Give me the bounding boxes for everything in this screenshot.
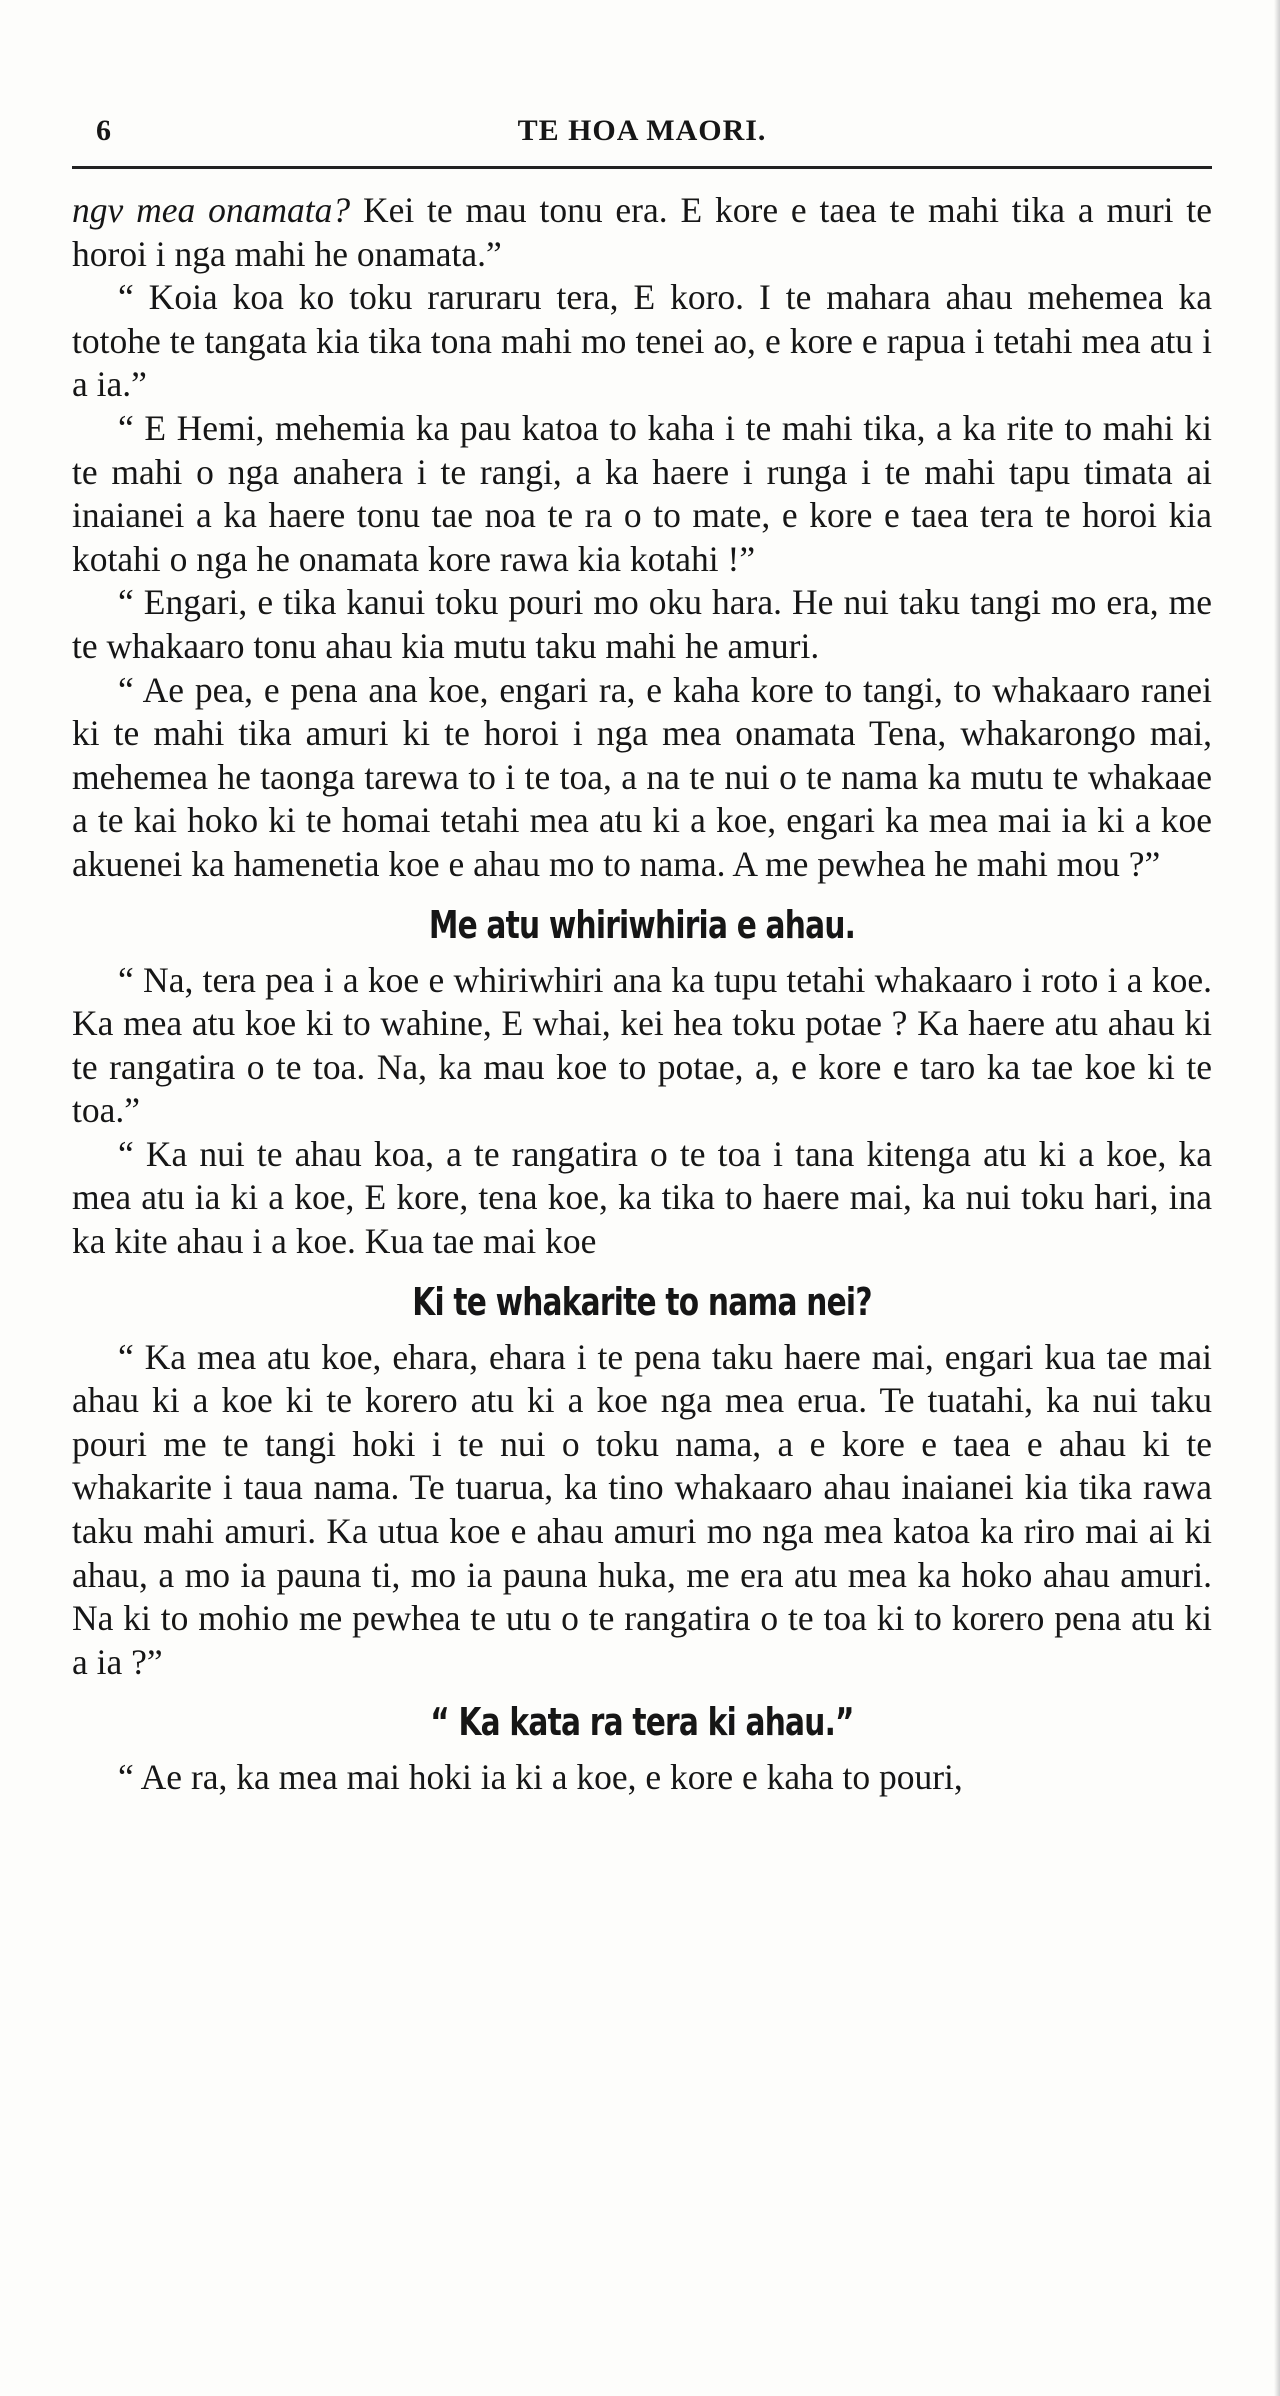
running-head (72, 110, 1212, 154)
paragraph: “ Ka mea atu koe, ehara, ehara i te pena taku haere mai, engari kua tae mai ahau ki a koe ki te korero atu ki a koe nga mea erua. Te tuatahi, ka nui taku pouri me te tangi hoki i te nui o toku nama, a e kore e taea e ahau ki te whakarite i taua nama. Te tuarua, ka tino whakaaro ahau inaianei kia tika rawa taku mahi amuri. Ka utua koe e ahau amuri mo nga mea katoa ka riro mai ai ki ahau, a mo ia pauna ti, mo ia pauna huka, me era atu mea ka hoko ahau amuri. Na ki to mohio me pewhea te utu o te rangatira o te toa ki to korero pena atu ki a ia ?” (72, 1336, 1212, 1682)
paragraph-italic-opening: ngv mea onamata? (72, 190, 351, 230)
header-rule (72, 166, 1212, 169)
paragraph: “ Koia koa ko toku raruraru tera, E koro. I te mahara ahau mehemea ka totohe te tangata kia tika tona mahi mo tenei ao, e kore e rapua i tetahi mea atu i a ia.” (72, 277, 1212, 405)
section-heading: “ Ka kata ra tera ki ahau.” (430, 1700, 854, 1745)
paragraph: “ Ae ra, ka mea mai hoki ia ki a koe, e kore e kaha to pouri, (118, 1757, 963, 1798)
paragraph: “ Ae pea, e pena ana koe, engari ra, e kaha kore to tangi, to whakaaro ranei ki te mahi tika amuri ki te horoi i nga mea onamata Tena, whakarongo mai, mehemea he taonga tarewa to i te toa, a na te nui o te nama ka mutu te whakaae a te kai hoko ki te homai tetahi mea atu ki a koe, engari ka mea mai ia ki a koe akuenei ka hamenetia koe e ahau mo to nama. A me pewhea he mahi mou ?” (72, 669, 1212, 884)
document-page (72, 110, 1212, 1800)
paragraph: “ Engari, e tika kanui toku pouri mo oku hara. He nui taku tangi mo era, me te whakaaro tonu ahau kia mutu taku mahi he amuri. (72, 582, 1212, 666)
paragraph (72, 189, 1212, 276)
paragraph: “ Ka nui te ahau koa, a te rangatira o te toa i tana kitenga atu ki a koe, ka mea atu ia ki a koe, E kore, tena koe, ka tika to haere mai, ka nui toku hari, ina ka kite ahau i a koe. Kua tae mai koe (72, 1133, 1212, 1262)
section-heading: Ki te whakarite to nama nei? (412, 1279, 872, 1324)
paragraph: “ Na, tera pea i a koe e whiriwhiri ana ka tupu tetahi whakaaro i roto i a koe. Ka mea atu koe ki to wahine, E whai, kei hea toku potae ? Ka haere atu ahau ki te rangatira o te toa. Na, ka mau koe to potae, a, e kore e taro ka tae koe ki te toa.” (72, 959, 1212, 1131)
journal-title: TE HOA MAORI. (517, 114, 767, 147)
page-number: 6 (96, 114, 112, 147)
section-heading: Me atu whiriwhiria e ahau. (428, 902, 856, 947)
paragraph: “ E Hemi, mehemia ka pau katoa to kaha i te mahi tika, a ka rite to mahi ki te mahi o nga anahera i te rangi, a ka haere i runga i te mahi tapu timata ai inaianei a ka haere tonu tae noa te ra o to mate, e kore e taea tera te horoi kia kotahi o nga he onamata kore rawa kia kotahi !” (72, 407, 1212, 579)
paragraph-text: Kei te mau tonu era. E kore e taea te mahi tika a muri te horoi i nga mahi he onamata.” (72, 190, 1212, 274)
page-edge-shadow (1274, 0, 1280, 2396)
